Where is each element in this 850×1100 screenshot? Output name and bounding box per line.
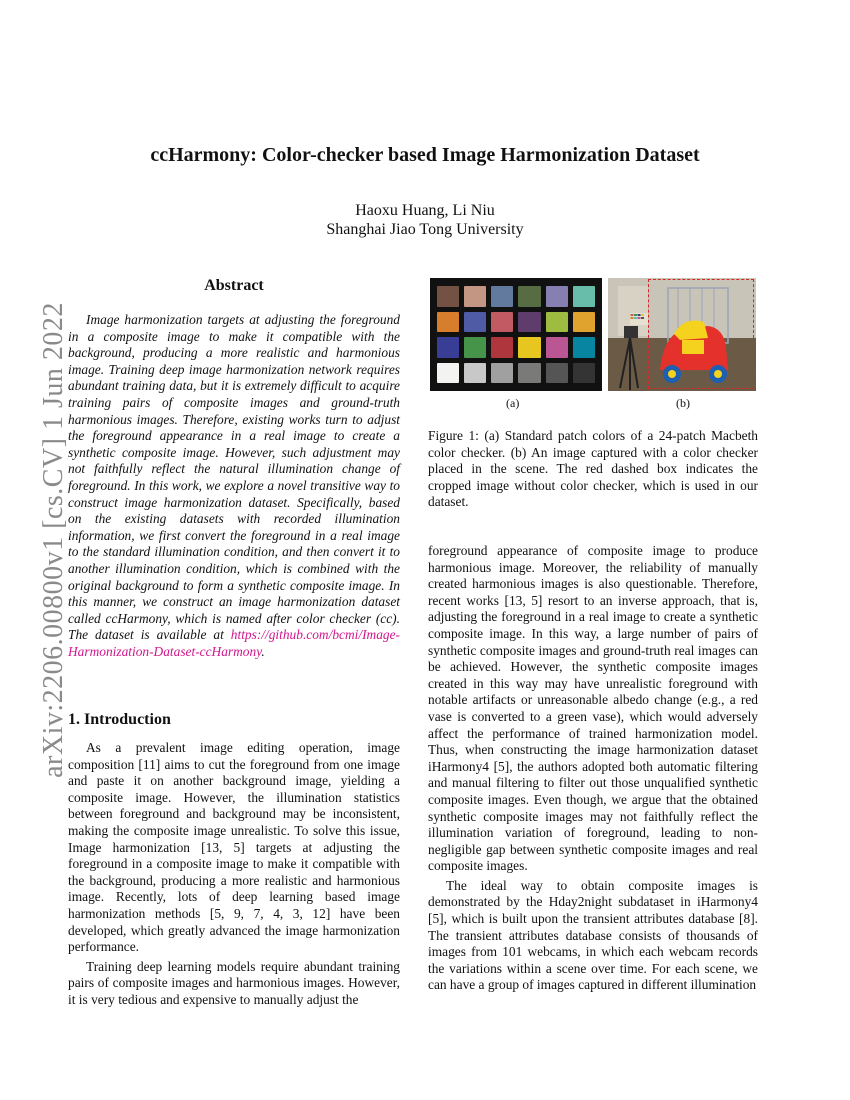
color-patch [491, 286, 513, 307]
color-patch [518, 337, 540, 358]
intro-paragraph-2: Training deep learning models require abundant training pairs of composite images and harmonious images. However, it is very tedious and expensive to manually adjust the [68, 958, 400, 1007]
color-patch [464, 363, 486, 384]
color-checker-image [430, 278, 602, 391]
abstract-block [68, 312, 400, 660]
color-patch [573, 286, 595, 307]
color-patch [573, 363, 595, 384]
paper-authors: Haoxu Huang, Li Niu [355, 202, 495, 219]
color-patch [573, 337, 595, 358]
arxiv-identifier: arXiv:2206.00800v1 [cs.CV] 1 Jun 2022 [38, 302, 69, 778]
abstract-body: Image harmonization targets at adjusting the foreground in a composite image to make it compatible with the background, producing a more realistic and harmonious image. Training deep image harmonization network requires abundant training data, but it is extremely difficult to acquire training pairs of composite images and ground-truth harmonious images. Therefore, existing works turn to adjust the foreground appearance in a real image to create a synthetic composite image. However, such adjustment may not faithfully reflect the natural illumination change of foreground. In this work, we explore a novel transitive way to construct image harmonization dataset. Specifically, based on the existing datasets with recorded illumination information, we first convert the foreground in a real image to the standard illumination condition, and then convert it to another illumination condition, which is combined with the original background to form a synthetic composite image. In this manner, we construct an image harmonization dataset called ccHarmony, which is named after color checker (cc). The dataset is available at [68, 312, 400, 643]
color-patch [437, 312, 459, 333]
color-patch [437, 363, 459, 384]
color-patch [546, 337, 568, 358]
color-patch [546, 286, 568, 307]
color-patch [491, 312, 513, 333]
figure-caption-text: Figure 1: (a) Standard patch colors of a 24-patch Macbeth color checker. (b) An image captured with a color checker placed in the scene. The red dashed box indicates the cropped image without color checker, which is used in our dataset. [428, 428, 758, 510]
color-patch [437, 286, 459, 307]
crop-dashed-box [648, 279, 754, 389]
color-patch [518, 286, 540, 307]
color-patch [437, 337, 459, 358]
abstract-text [68, 312, 400, 660]
intro-paragraph-1: As a prevalent image editing operation, image composition [11] aims to cut the foreground from one image and paste it on another background image, yielding a composite image. However, the illumination statistics between foreground and background may be inconsistent, making the composite image unrealistic. To solve this issue, Image harmonization [13, 5] targets at adjusting the foreground in a composite image to make it compatible with the background, producing a more realistic and harmonious image. Recently, lots of deep learning based image harmonization methods [5, 9, 7, 4, 3, 12] have been developed, which greatly advanced the image harmonization performance. [68, 740, 400, 955]
color-patch [518, 363, 540, 384]
color-patch [491, 337, 513, 358]
abstract-end: . [261, 643, 265, 659]
abstract-heading: Abstract [204, 277, 264, 294]
color-patch [518, 312, 540, 333]
dataset-link[interactable]: https://github.com/bcmi/Image-Harmonization-Dataset-ccHarmony [68, 627, 400, 659]
color-patch [464, 286, 486, 307]
figure-label-a: (a) [506, 396, 520, 410]
color-patch [464, 312, 486, 333]
figure-1 [428, 278, 758, 393]
right-paragraph-2: The ideal way to obtain composite images is demonstrated by the Hday2night subdataset in iHarmony4 [5], which is built upon the transient attributes database [8]. The transient attributes database consists of thousands of images from 101 webcams, in which each webcam records the variations within a scene over time. For each scene, we can have a group of images captured in different illumination [428, 877, 758, 993]
color-patch [491, 363, 513, 384]
paper-affiliation: Shanghai Jiao Tong University [326, 221, 524, 238]
section-heading-introduction: 1. Introduction [68, 711, 171, 728]
right-paragraph-1: foreground appearance of composite image to produce harmonious image. Moreover, the reliability of manually created harmonious images is also questionable. Therefore, recent works [13, 5] resort to an inverse approach, that is, adjusting the foreground in a real image to create a synthetic composite image. In this way, a large number of pairs of synthetic composite images and ground-truth real images can be achieved. However, the synthetic composite images created in this way may have unrealistic foreground with notable artifacts or unreasonable albedo change (e.g., a red vase is converted to a green vase), which would adversely affect the performance of trained harmonization model. Thus, when constructing the image harmonization dataset iHarmony4 [5], the authors adopted both automatic filtering and manual filtering to filter out those unqualified synthetic composite images. Even though, we argue that the obtained synthetic composite images may not faithfully reflect the illumination variation of foreground, leading to non-negligible gap between synthetic composite images and real composite images. [428, 543, 758, 874]
right-column-body [428, 543, 758, 994]
color-patch [546, 312, 568, 333]
introduction-body [68, 740, 400, 1009]
color-patch [546, 363, 568, 384]
color-patch [573, 312, 595, 333]
figure-caption [428, 428, 758, 511]
color-patch [464, 337, 486, 358]
paper-title: ccHarmony: Color-checker based Image Harmonization Dataset [150, 144, 700, 166]
scene-photo [608, 278, 756, 391]
figure-label-b: (b) [676, 396, 690, 410]
